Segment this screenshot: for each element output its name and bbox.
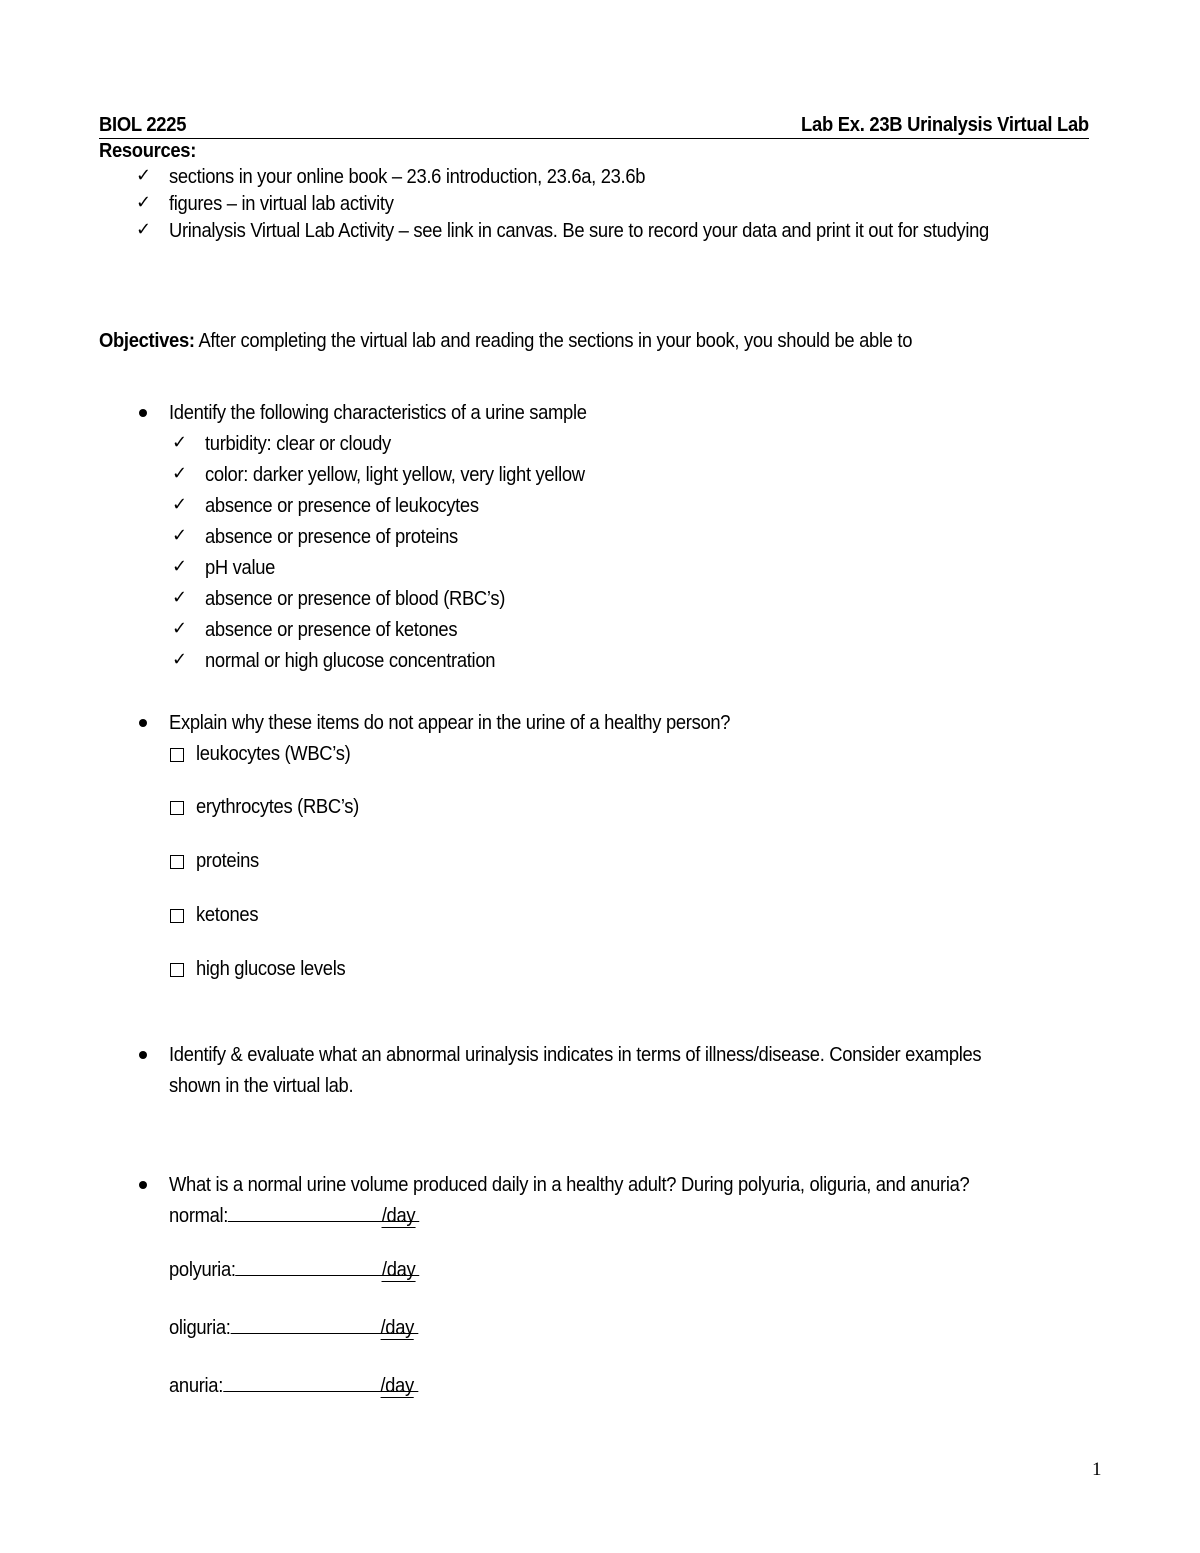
objective-bullet: Identify & evaluate what an abnormal urinalysis indicates in terms of illness/disease. Consider examples: [169, 1044, 982, 1066]
objectives-label: Objectives:: [99, 330, 195, 352]
lab-title: Lab Ex. 23B Urinalysis Virtual Lab: [801, 114, 1089, 136]
check-icon: ✓: [172, 494, 188, 515]
item-label: high glucose levels: [196, 958, 346, 980]
field-label: anuria:: [169, 1375, 224, 1397]
checkbox-icon: [170, 801, 184, 815]
check-icon: ✓: [136, 165, 152, 186]
characteristic-item: absence or presence of leukocytes: [205, 495, 479, 517]
field-unit: /day: [380, 1375, 414, 1397]
check-icon: ✓: [172, 618, 188, 639]
course-code: BIOL 2225: [99, 114, 187, 136]
checkbox-icon: [170, 963, 184, 977]
checkbox-icon: [170, 748, 184, 762]
characteristic-item: turbidity: clear or cloudy: [205, 433, 391, 455]
resource-item: Urinalysis Virtual Lab Activity – see link in canvas. Be sure to record your data and print it out for studying: [169, 220, 989, 242]
check-icon: ✓: [172, 432, 188, 453]
bullet-icon: [139, 719, 147, 727]
polyuria-volume-field[interactable]: [169, 1257, 415, 1283]
characteristic-item: normal or high glucose concentration: [205, 650, 496, 672]
characteristic-item: absence or presence of blood (RBC’s): [205, 588, 506, 610]
bullet-icon: [139, 1051, 147, 1059]
check-icon: ✓: [172, 556, 188, 577]
field-unit: /day: [381, 1259, 416, 1281]
bullet-icon: [139, 1181, 147, 1189]
bullet-icon: [139, 409, 147, 417]
characteristic-item: color: darker yellow, light yellow, very light yellow: [205, 464, 585, 486]
normal-volume-field[interactable]: [169, 1203, 415, 1229]
oliguria-volume-field[interactable]: [169, 1315, 414, 1341]
characteristic-item: absence or presence of ketones: [205, 619, 458, 641]
objective-bullet: Explain why these items do not appear in the urine of a healthy person?: [169, 712, 731, 734]
field-unit: /day: [380, 1317, 414, 1339]
check-icon: ✓: [136, 192, 152, 213]
resource-item: figures – in virtual lab activity: [169, 193, 394, 215]
objective-bullet: What is a normal urine volume produced daily in a healthy adult? During polyuria, oliguria, and anuria?: [169, 1174, 970, 1196]
check-icon: ✓: [172, 463, 188, 484]
check-icon: ✓: [172, 649, 188, 670]
resource-item: sections in your online book – 23.6 introduction, 23.6a, 23.6b: [169, 166, 646, 188]
field-label: oliguria:: [169, 1317, 231, 1339]
characteristic-item: pH value: [205, 557, 276, 579]
anuria-volume-field[interactable]: [169, 1373, 414, 1399]
checkbox-icon: [170, 855, 184, 869]
item-label: proteins: [196, 850, 259, 872]
page-number: 1: [1092, 1459, 1102, 1480]
characteristic-item: absence or presence of proteins: [205, 526, 458, 548]
objectives-line: [99, 328, 912, 354]
item-label: leukocytes (WBC’s): [196, 743, 351, 765]
item-label: erythrocytes (RBC’s): [196, 796, 359, 818]
objectives-intro: After completing the virtual lab and reading the sections in your book, you should be able to: [194, 330, 913, 352]
resources-heading: Resources:: [99, 140, 197, 162]
item-label: ketones: [196, 904, 259, 926]
field-unit: /day: [381, 1205, 416, 1227]
objective-bullet: Identify the following characteristics of a urine sample: [169, 402, 587, 424]
checkbox-icon: [170, 909, 184, 923]
field-label: normal:: [169, 1205, 229, 1227]
check-icon: ✓: [172, 587, 188, 608]
check-icon: ✓: [172, 525, 188, 546]
field-label: polyuria:: [169, 1259, 236, 1281]
objective-bullet-cont: shown in the virtual lab.: [169, 1075, 354, 1097]
document-header: [99, 110, 1089, 139]
check-icon: ✓: [136, 219, 152, 240]
